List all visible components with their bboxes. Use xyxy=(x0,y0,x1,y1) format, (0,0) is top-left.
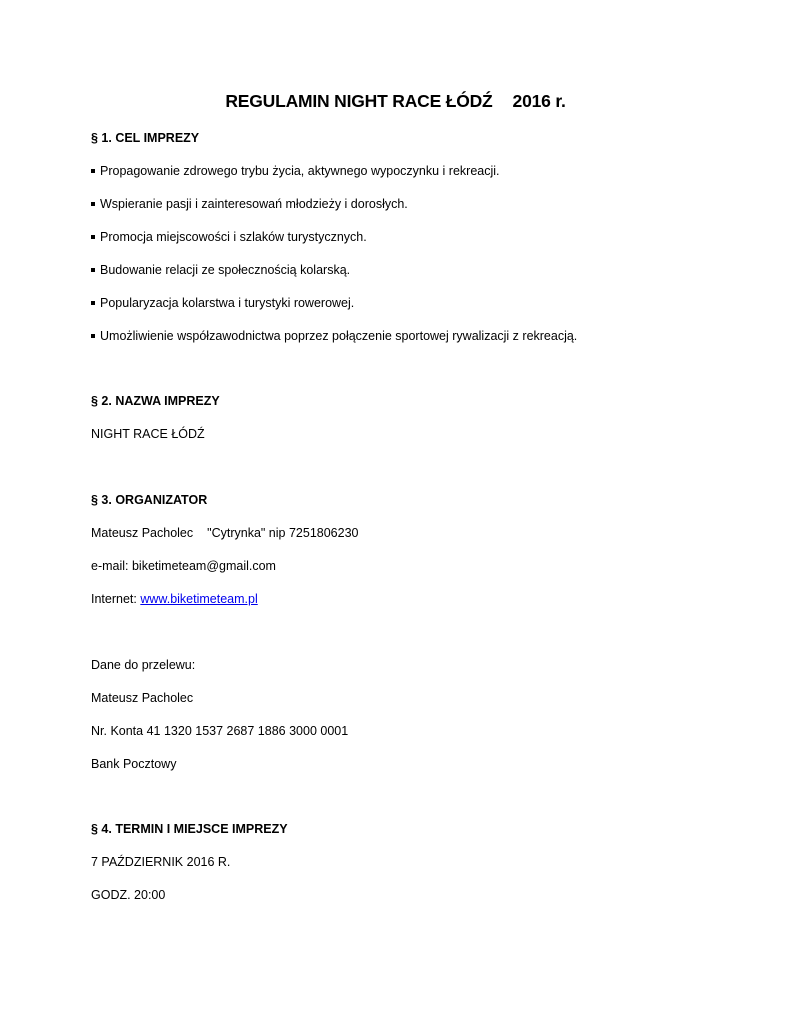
section-3-heading: § 3. ORGANIZATOR xyxy=(91,493,208,507)
transfer-name: Mateusz Pacholec xyxy=(91,691,194,705)
section-4-heading: § 4. TERMIN I MIEJSCE IMPREZY xyxy=(91,822,288,836)
bullet-icon xyxy=(91,268,95,272)
organizer-company: "Cytrynka" nip 7251806230 xyxy=(207,526,359,540)
organizer-internet xyxy=(91,592,258,606)
list-item: Promocja miejscowości i szlaków turystycznych. xyxy=(91,230,367,244)
list-item: Propagowanie zdrowego trybu życia, aktywnego wypoczynku i rekreacji. xyxy=(91,164,500,178)
title-year: 2016 r. xyxy=(512,91,566,111)
bullet-icon xyxy=(91,202,95,206)
list-item: Wspieranie pasji i zainteresowań młodzieży i dorosłych. xyxy=(91,197,408,211)
internet-label: Internet: xyxy=(91,592,141,606)
event-time: GODZ. 20:00 xyxy=(91,888,166,902)
account-number: Nr. Konta 41 1320 1537 2687 1886 3000 0001 xyxy=(91,724,349,738)
bullet-icon xyxy=(91,235,95,239)
website-link[interactable]: www.biketimeteam.pl xyxy=(140,592,258,606)
organizer-name: Mateusz Pacholec xyxy=(91,526,194,540)
organizer-line xyxy=(91,526,358,540)
bullet-icon xyxy=(91,301,95,305)
document-title xyxy=(0,91,791,112)
list-item: Budowanie relacji ze społecznością kolarską. xyxy=(91,263,350,277)
transfer-heading: Dane do przelewu: xyxy=(91,658,196,672)
bank-name: Bank Pocztowy xyxy=(91,757,177,771)
event-date: 7 PAŹDZIERNIK 2016 R. xyxy=(91,855,231,869)
list-item: Umożliwienie współzawodnictwa poprzez połączenie sportowej rywalizacji z rekreacją. xyxy=(91,329,577,343)
list-item: Popularyzacja kolarstwa i turystyki rowerowej. xyxy=(91,296,354,310)
bullet-icon xyxy=(91,334,95,338)
bullet-icon xyxy=(91,169,95,173)
section-2-heading: § 2. NAZWA IMPREZY xyxy=(91,394,220,408)
event-name: NIGHT RACE ŁÓDŹ xyxy=(91,427,205,441)
section-1-heading: § 1. CEL IMPREZY xyxy=(91,131,200,145)
title-main: REGULAMIN NIGHT RACE ŁÓDŹ xyxy=(225,91,493,111)
organizer-email: e-mail: biketimeteam@gmail.com xyxy=(91,559,276,573)
